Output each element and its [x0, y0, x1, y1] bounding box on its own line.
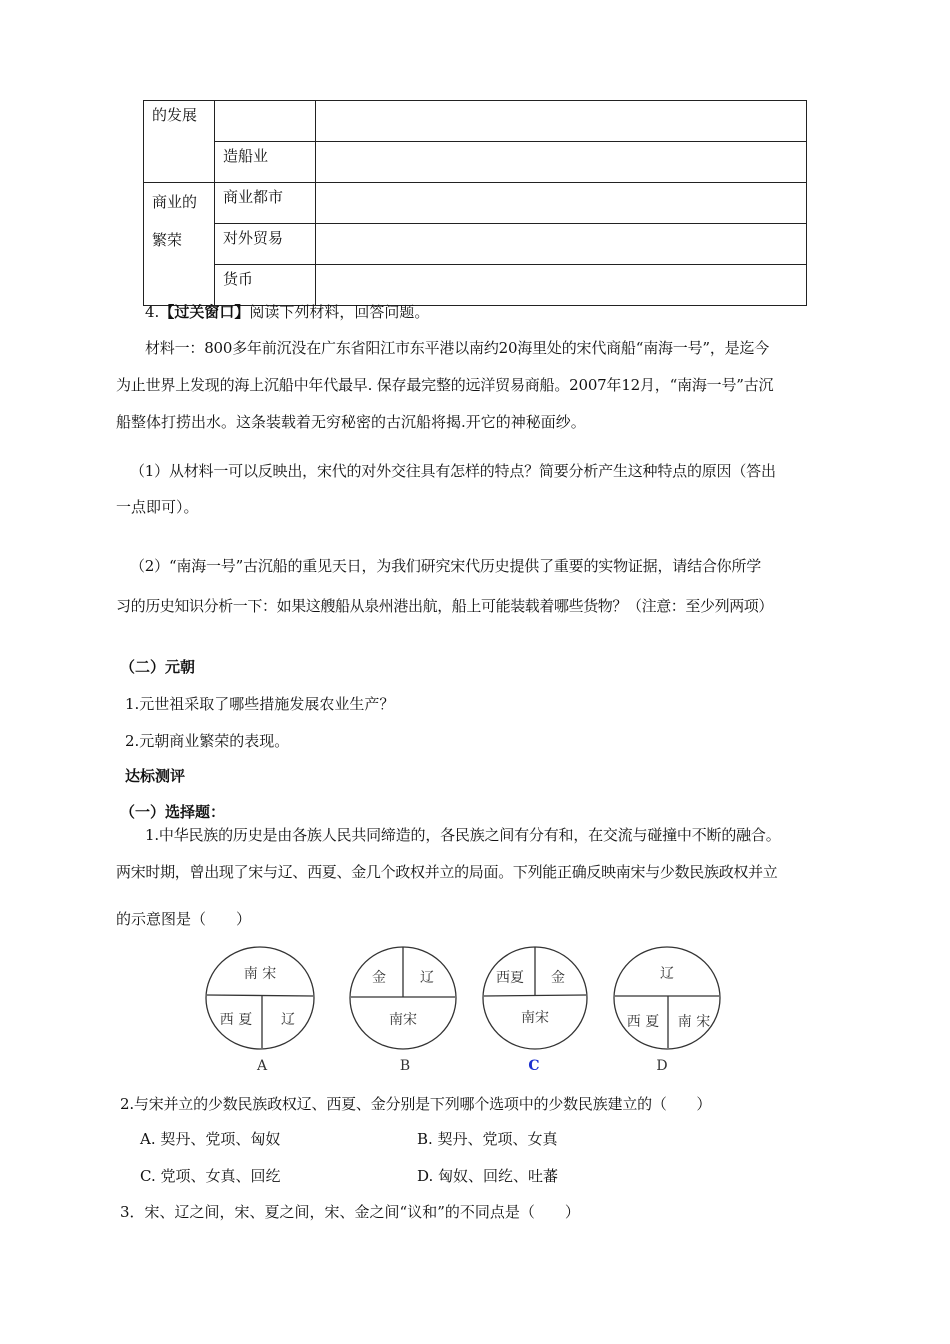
group-label: 繁荣 [152, 231, 183, 249]
material-line: 材料一：800多年前沉没在广东省阳江市东平港以南约20海里处的宋代商船“南海一号”，是迄今 [145, 339, 770, 357]
question-number: 4. [145, 303, 160, 321]
yuan-question-2: 2.元朝商业繁荣的表现。 [125, 732, 290, 750]
group-label: 商业的 [152, 193, 198, 211]
table-cell-item: 造船业 [215, 142, 316, 183]
region-label: 西 夏 [626, 1014, 660, 1030]
table-cell-answer[interactable] [316, 224, 807, 265]
diagram-option-b[interactable] [350, 947, 456, 1049]
table-cell-item: 商业都市 [215, 183, 316, 224]
region-label: 西夏 [496, 970, 524, 986]
region-label: 南宋 [389, 1012, 417, 1028]
regime-diagrams [0, 940, 950, 1080]
sub-question-1: （1）从材料一可以反映出，宋代的对外交往具有怎样的特点？简要分析产生这种特点的原因（答出 [130, 462, 776, 480]
diagram-option-d[interactable] [614, 947, 720, 1049]
choice-question-2: 2.与宋并立的少数民族政权辽、西夏、金分别是下列哪个选项中的少数民族建立的（ ） [120, 1095, 712, 1113]
region-label: 南 宋 [677, 1014, 711, 1030]
table-cell-answer[interactable] [316, 265, 807, 306]
region-label: 辽 [420, 970, 434, 986]
question-intro: 阅读下列材料，回答问题。 [249, 303, 430, 321]
choice-question-1: 的示意图是（ ） [116, 910, 252, 928]
section-heading-yuan: （二）元朝 [120, 658, 196, 676]
table-cell-item: 对外贸易 [215, 224, 316, 265]
table-cell-answer[interactable] [316, 183, 807, 224]
table-cell-group: 的发展 [144, 101, 215, 183]
material-line: 船整体打捞出水。这条装载着无穷秘密的古沉船将揭.开它的神秘面纱。 [116, 413, 586, 431]
region-label: 南宋 [521, 1010, 549, 1026]
assessment-heading: 达标测评 [125, 767, 186, 785]
diagram-option-c[interactable] [483, 947, 587, 1049]
choice-question-3: 3．宋、辽之间，宋、夏之间，宋、金之间“议和”的不同点是（ ） [120, 1203, 580, 1221]
choice-question-1: 两宋时期，曾出现了宋与辽、西夏、金几个政权并立的局面。下列能正确反映南宋与少数民族政权并立 [116, 863, 778, 881]
region-label: 辽 [660, 966, 674, 982]
region-label: 金 [372, 970, 386, 986]
choice-question-1: 1.中华民族的历史是由各族人民共同缔造的，各民族之间有分有和，在交流与碰撞中不断的融合。 [145, 826, 781, 844]
option-label: D [656, 1058, 668, 1074]
option-label: C [528, 1058, 540, 1074]
question-4-heading [145, 302, 429, 322]
table-cell-group [144, 183, 215, 306]
diagram-option-a[interactable] [206, 947, 314, 1049]
material-line: 为止世界上发现的海上沉船中年代最早. 保存最完整的远洋贸易商船。2007年12月，“南海一号”古沉 [116, 376, 774, 394]
option-c[interactable]: C. 党项、女真、回纥 [140, 1167, 281, 1185]
option-b[interactable]: B. 契丹、党项、女真 [417, 1130, 558, 1148]
table-cell-answer[interactable] [316, 142, 807, 183]
region-label: 西 夏 [219, 1012, 253, 1028]
sub-question-2: （2）“南海一号”古沉船的重见天日，为我们研究宋代历史提供了重要的实物证据，请结合你所学 [130, 557, 762, 575]
option-a[interactable]: A. 契丹、党项、匈奴 [140, 1130, 281, 1148]
table-cell-item: 货币 [215, 265, 316, 306]
choice-section-heading: （一）选择题： [120, 803, 226, 821]
industry-table [143, 100, 807, 306]
sub-question-2: 习的历史知识分析一下：如果这艘船从泉州港出航，船上可能装载着哪些货物？（注意：至少列两项） [116, 597, 774, 615]
region-label: 南 宋 [243, 966, 277, 982]
region-label: 金 [551, 970, 565, 986]
option-label: A [256, 1058, 268, 1074]
table-cell-item [215, 101, 316, 142]
option-label: B [399, 1058, 411, 1074]
sub-question-1: 一点即可）。 [116, 498, 199, 516]
yuan-question-1: 1.元世祖采取了哪些措施发展农业生产？ [125, 695, 395, 713]
option-d[interactable]: D. 匈奴、回纥、吐蕃 [417, 1167, 559, 1185]
region-label: 辽 [281, 1012, 295, 1028]
question-tag: 【过关窗口】 [159, 303, 250, 321]
table-cell-answer[interactable] [316, 101, 807, 142]
